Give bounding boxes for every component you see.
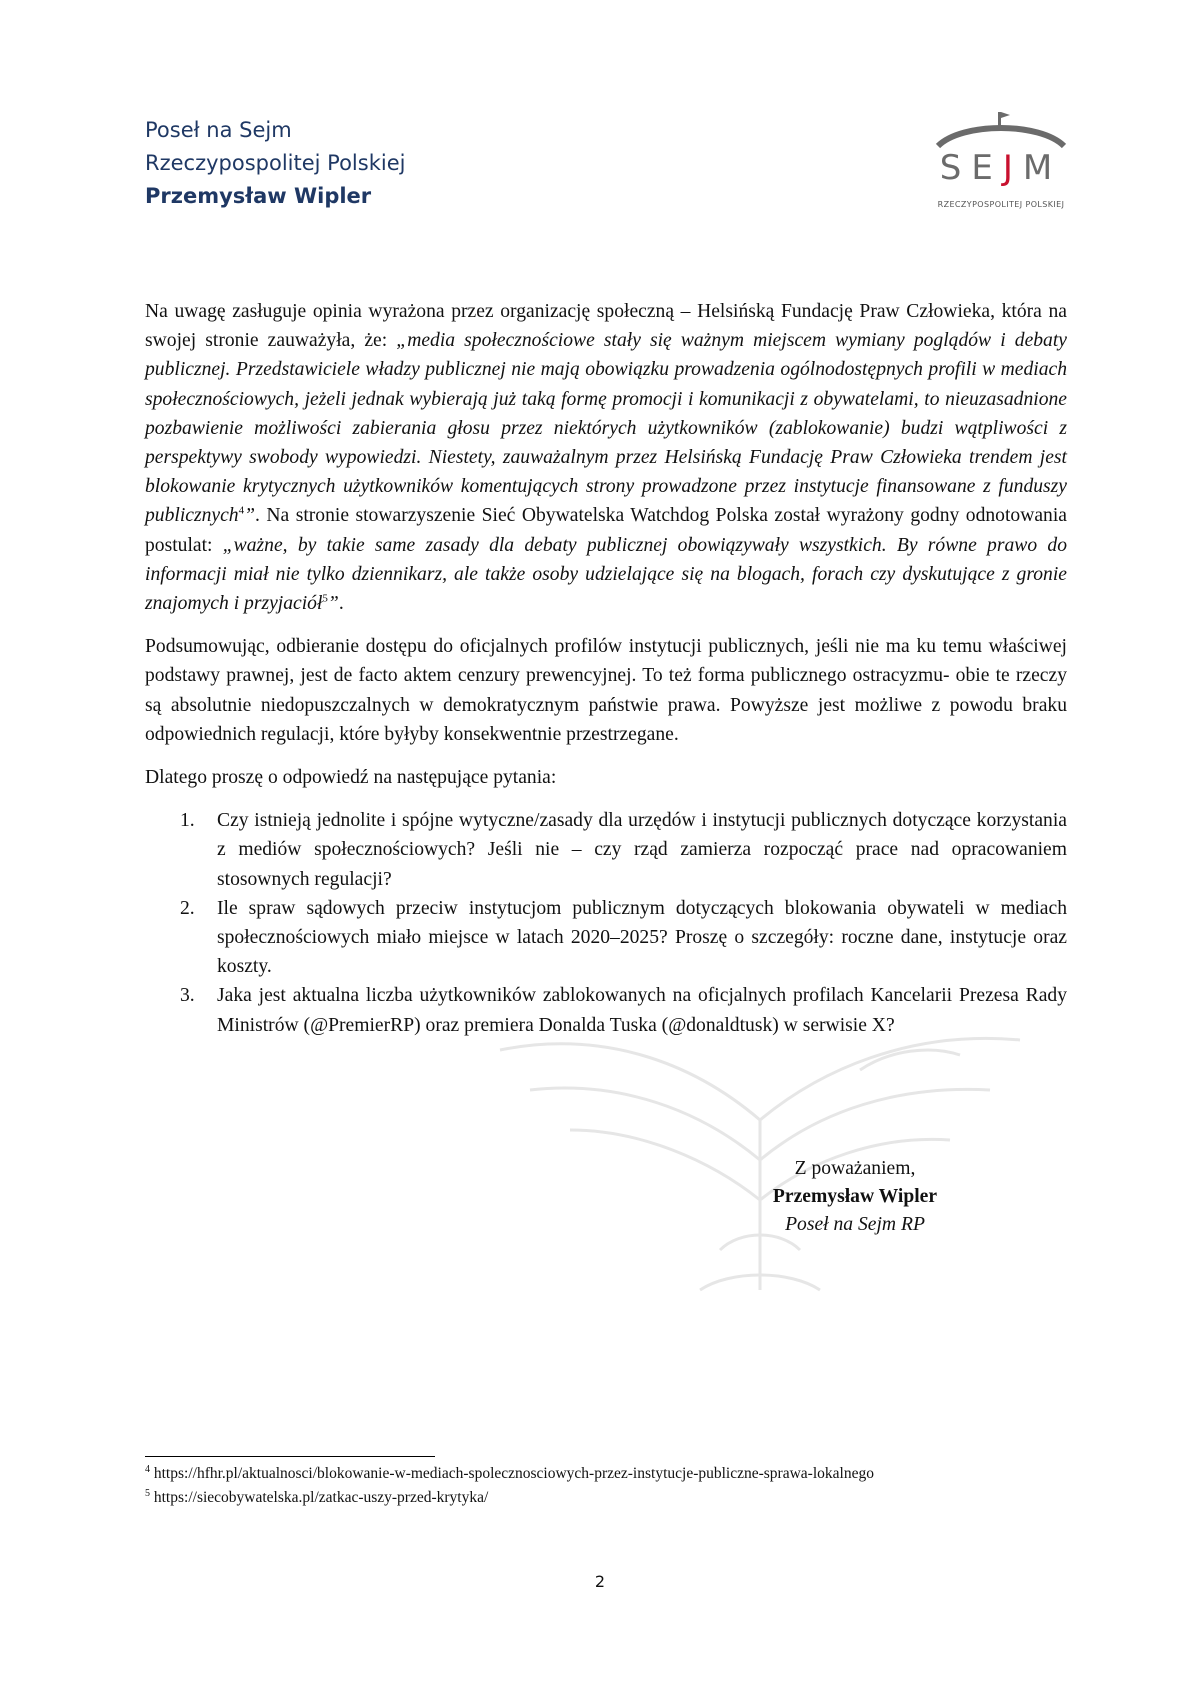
list-item-number: 3. bbox=[180, 985, 195, 1007]
logo-text-j: J bbox=[1002, 148, 1023, 188]
footnote-ref-4: 4 bbox=[238, 504, 245, 517]
footnote-5 bbox=[145, 1486, 874, 1510]
sejm-building-icon bbox=[932, 108, 1070, 152]
paragraph-1 bbox=[145, 297, 1067, 618]
footnote-link[interactable]: https://hfhr.pl/aktualnosci/blokowanie-w-mediach-spolecznosciowych-przez-instytucje-publiczne-sprawa-lokalnego bbox=[150, 1465, 874, 1482]
letter-body bbox=[145, 297, 1067, 1054]
watchdog-quote: „ważne, by takie same zasady dla debaty publicznej obowiązywały wszystkich. By równe prawo do informacji miał nie tylko dziennikarz, ale także osoby udzielające się na blogach, forach czy dyskutujące z gronie znajomych i przyjaciół bbox=[145, 534, 1067, 615]
paragraph-1-end: . bbox=[338, 593, 344, 615]
list-item-number: 2. bbox=[180, 897, 195, 919]
closing-greeting: Z poważaniem, bbox=[794, 1158, 916, 1179]
paragraph-1-middle: . Na stronie stowarzyszenie Sieć Obywatelska Watchdog Polska został wyrażony godny odnotowania postulat: bbox=[145, 505, 1067, 556]
footnote-ref-5: 5 bbox=[322, 592, 328, 605]
paragraph-2: Podsumowując, odbieranie dostępu do oficjalnych profilów instytucji publicznych, jeśli nie ma ku temu właściwej podstawy prawnej, jest de facto aktem cenzury prewencyjnej. To też forma publicznego ostracyzmu- obie te rzeczy są absolutnie niedopuszczalnych w demokratycznym państwie prawa. Powyższe jest możliwe z powodu braku odpowiednich regulacji, które byłyby konsekwentnie przestrzegane. bbox=[145, 636, 1067, 745]
header-country: Rzeczypospolitej Polskiej bbox=[145, 151, 406, 175]
logo-text-m: M bbox=[1022, 148, 1063, 188]
hfpc-quote-end: ” bbox=[244, 505, 255, 527]
watchdog-quote-end: ” bbox=[327, 593, 339, 615]
footnote-separator bbox=[145, 1456, 435, 1457]
list-item-text: Ile spraw sądowych przeciw instytucjom publicznym dotyczących blokowania obywateli w mediach społecznościowych miało miejsce w latach 2020–2025? Proszę o szczegóły: roczne dane, instytucje oraz koszty. bbox=[217, 897, 1067, 978]
list-item bbox=[145, 806, 1067, 894]
list-item-text: Czy istnieją jednolite i spójne wytyczne/zasady dla urzędów i instytucji publicznych dotyczące korzystania z mediów społecznościowych? Jeśli nie – czy rząd zamierza rozpocząć prace nad opracowaniem stosownych regulacji? bbox=[217, 810, 1067, 890]
sejm-logo bbox=[932, 108, 1070, 218]
list-item bbox=[145, 981, 1067, 1039]
paragraph-3: Dlatego proszę o odpowiedź na następujące pytania: bbox=[145, 767, 557, 789]
signature-name: Przemysław Wipler bbox=[772, 1186, 938, 1207]
logo-text-se: SE bbox=[939, 148, 1003, 188]
footnote-link[interactable]: https://siecobywatelska.pl/zatkac-uszy-przed-krytyka/ bbox=[150, 1489, 489, 1506]
header-author-name: Przemysław Wipler bbox=[145, 184, 372, 208]
list-item-text: Jaka jest aktualna liczba użytkowników zablokowanych na oficjalnych profilach Kancelarii Prezesa Rady Ministrów (@PremierRP) oraz premiera Donalda Tuska (@donaldtusk) w serwisie X? bbox=[217, 985, 1067, 1036]
footnote-number: 4 bbox=[145, 1463, 150, 1475]
questions-list bbox=[145, 806, 1067, 1040]
footnotes bbox=[145, 1462, 874, 1510]
list-item-number: 1. bbox=[180, 810, 195, 832]
signature-block bbox=[740, 1155, 970, 1239]
header-position: Poseł na Sejm bbox=[145, 118, 292, 142]
document-header bbox=[145, 114, 405, 213]
footnote-4 bbox=[145, 1462, 874, 1486]
page-number: 2 bbox=[594, 1572, 606, 1591]
logo-subtitle: RZECZYPOSPOLITEJ POLSKIEJ bbox=[937, 200, 1065, 209]
footnote-number: 5 bbox=[145, 1487, 150, 1499]
list-item bbox=[145, 894, 1067, 982]
logo-wordmark bbox=[932, 148, 1070, 188]
hfpc-quote: „media społecznościowe stały się ważnym miejscem wymiany poglądów i debaty publicznej. Przedstawiciele władzy publicznej nie mają obowiązku prowadzenia ogólnodostępnych profili w mediach społecznościowych, jeżeli jednak wybierają już taką formę promocji i komunikacji z obywatelami, to nieuzasadnione pozbawienie możliwości zabierania głosu przez niektórych użytkowników (zablokowanie) budzi wątpliwości z perspektywy swobody wypowiedzi. Niestety, zauważalnym przez Helsińską Fundację Praw Człowieka trendem jest blokowanie krytycznych użytkowników komentujących strony prowadzone przez instytucje finansowane z funduszy publicznych bbox=[145, 330, 1067, 527]
signature-title: Poseł na Sejm RP bbox=[785, 1214, 925, 1235]
paragraph-1-intro: Na uwagę zasługuje opinia wyrażona przez organizację społeczną – Helsińską Fundację Praw Człowieka, która na swojej stronie zauważyła, że: bbox=[145, 301, 1067, 352]
